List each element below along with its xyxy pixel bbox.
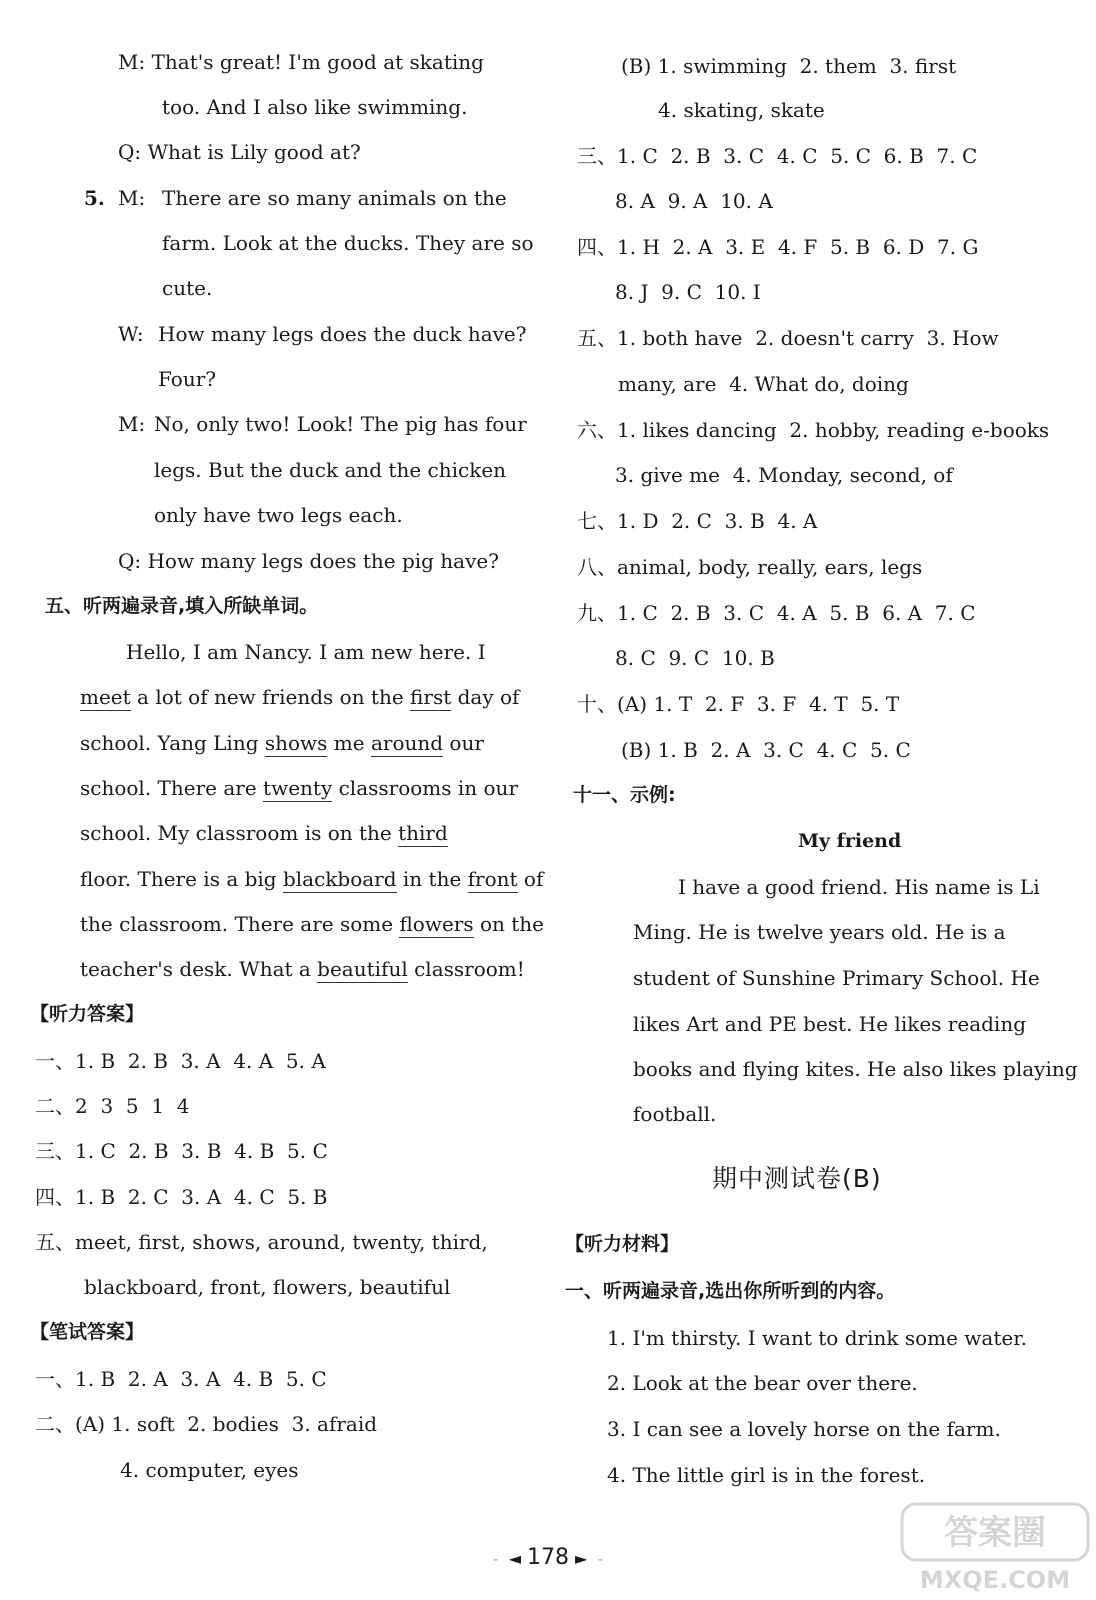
dialogue-line: How many legs does the duck have? [158, 322, 527, 346]
dialogue-line: only have two legs each. [154, 503, 403, 527]
essay-line: football. [633, 1102, 717, 1126]
answer-line: 七、1. D 2. C 3. B 4. A [577, 509, 818, 533]
answer-line: 五、meet, first, shows, around, twenty, third, [35, 1230, 488, 1254]
speaker-label: M: [118, 412, 146, 436]
passage-line: meet a lot of new friends on the first day of [80, 685, 520, 709]
answer-line: 4. skating, skate [658, 98, 825, 122]
answer-line: 三、1. C 2. B 3. B 4. B 5. C [35, 1139, 328, 1163]
svg-text:MXQE.COM: MXQE.COM [919, 1566, 1071, 1594]
answer-line: 3. give me 4. Monday, second, of [615, 463, 953, 487]
example-heading: 十一、示例: [573, 784, 676, 806]
right-arrow-icon: ► [575, 1549, 588, 1568]
dialogue-line: legs. But the duck and the chicken [154, 458, 507, 482]
answer-line: 4. computer, eyes [120, 1458, 299, 1482]
dialogue-line: Four? [158, 367, 216, 391]
dialogue-line: M: That's great! I'm good at skating [118, 50, 484, 74]
answer-line: 十、(A) 1. T 2. F 3. F 4. T 5. T [577, 692, 900, 716]
passage-line: school. My classroom is on the third [80, 821, 448, 845]
passage-line: floor. There is a big blackboard in the front of [80, 867, 544, 891]
essay-line: Ming. He is twelve years old. He is a [633, 920, 1006, 944]
section-heading: 五、听两遍录音,填入所缺单词。 [45, 595, 319, 617]
passage-line: school. There are twenty classrooms in our [80, 776, 519, 800]
question-line: Q: What is Lily good at? [118, 140, 361, 164]
answer-line: blackboard, front, flowers, beautiful [84, 1275, 451, 1299]
listening-item: 2. Look at the bear over there. [607, 1371, 918, 1395]
answer-line: 二、(A) 1. soft 2. bodies 3. afraid [35, 1412, 378, 1436]
speaker-label: W: [118, 322, 144, 346]
answer-line: 四、1. H 2. A 3. E 4. F 5. B 6. D 7. G [577, 235, 979, 259]
dialogue-line: too. And I also like swimming. [162, 95, 468, 119]
written-answers-heading: 【笔试答案】 [30, 1321, 145, 1343]
listening-item: 1. I'm thirsty. I want to drink some water. [607, 1326, 1027, 1350]
listening-material-heading: 【听力材料】 [565, 1233, 680, 1255]
listening-answers-heading: 【听力答案】 [30, 1003, 145, 1025]
essay-line: I have a good friend. His name is Li [678, 875, 1040, 899]
answer-line: 五、1. both have 2. doesn't carry 3. How [577, 326, 999, 350]
mxqe-watermark-icon [900, 1500, 1090, 1595]
passage-line: Hello, I am Nancy. I am new here. I [126, 640, 486, 664]
answer-line: (B) 1. B 2. A 3. C 4. C 5. C [621, 738, 911, 762]
dialogue-line: There are so many animals on the [162, 186, 507, 210]
answer-line: 一、1. B 2. B 3. A 4. A 5. A [35, 1049, 326, 1073]
essay-line: student of Sunshine Primary School. He [633, 966, 1040, 990]
item-number: 5. [84, 186, 105, 210]
dialogue-line: No, only two! Look! The pig has four [154, 412, 527, 436]
essay-title: My friend [798, 830, 902, 852]
listening-part-heading: 一、听两遍录音,选出你所听到的内容。 [565, 1280, 896, 1302]
answer-line: 8. C 9. C 10. B [615, 646, 775, 670]
passage-line: teacher's desk. What a beautiful classroom! [80, 957, 525, 981]
answer-line: 8. J 9. C 10. I [615, 280, 761, 304]
dialogue-line: farm. Look at the ducks. They are so [162, 231, 534, 255]
answer-line: 一、1. B 2. A 3. A 4. B 5. C [35, 1367, 327, 1391]
answer-line: 八、animal, body, really, ears, legs [577, 555, 923, 579]
answer-line: 二、2 3 5 1 4 [35, 1094, 190, 1118]
answer-line: 四、1. B 2. C 3. A 4. C 5. B [35, 1185, 328, 1209]
listening-item: 3. I can see a lovely horse on the farm. [607, 1417, 1001, 1441]
question-line: Q: How many legs does the pig have? [118, 549, 499, 573]
section-title: 期中测试卷(B) [712, 1164, 882, 1193]
answer-line: 三、1. C 2. B 3. C 4. C 5. C 6. B 7. C [577, 144, 978, 168]
svg-text:答案圈: 答案圈 [944, 1513, 1046, 1553]
speaker-label: M: [118, 186, 146, 210]
essay-line: likes Art and PE best. He likes reading [633, 1012, 1027, 1036]
answer-line: 8. A 9. A 10. A [615, 189, 773, 213]
page-number: - ◄ 178 ► - [493, 1545, 603, 1570]
passage-line: the classroom. There are some flowers on the [80, 912, 544, 936]
answer-line: 六、1. likes dancing 2. hobby, reading e-books [577, 418, 1050, 442]
page-number-text: 178 [527, 1545, 569, 1570]
answer-line: (B) 1. swimming 2. them 3. first [621, 54, 957, 78]
dialogue-line: cute. [162, 276, 213, 300]
essay-line: books and flying kites. He also likes playing [633, 1057, 1078, 1081]
answer-line: 九、1. C 2. B 3. C 4. A 5. B 6. A 7. C [577, 601, 976, 625]
answer-line: many, are 4. What do, doing [618, 372, 909, 396]
passage-line: school. Yang Ling shows me around our [80, 731, 484, 755]
listening-item: 4. The little girl is in the forest. [607, 1463, 926, 1487]
left-arrow-icon: ◄ [508, 1549, 521, 1568]
